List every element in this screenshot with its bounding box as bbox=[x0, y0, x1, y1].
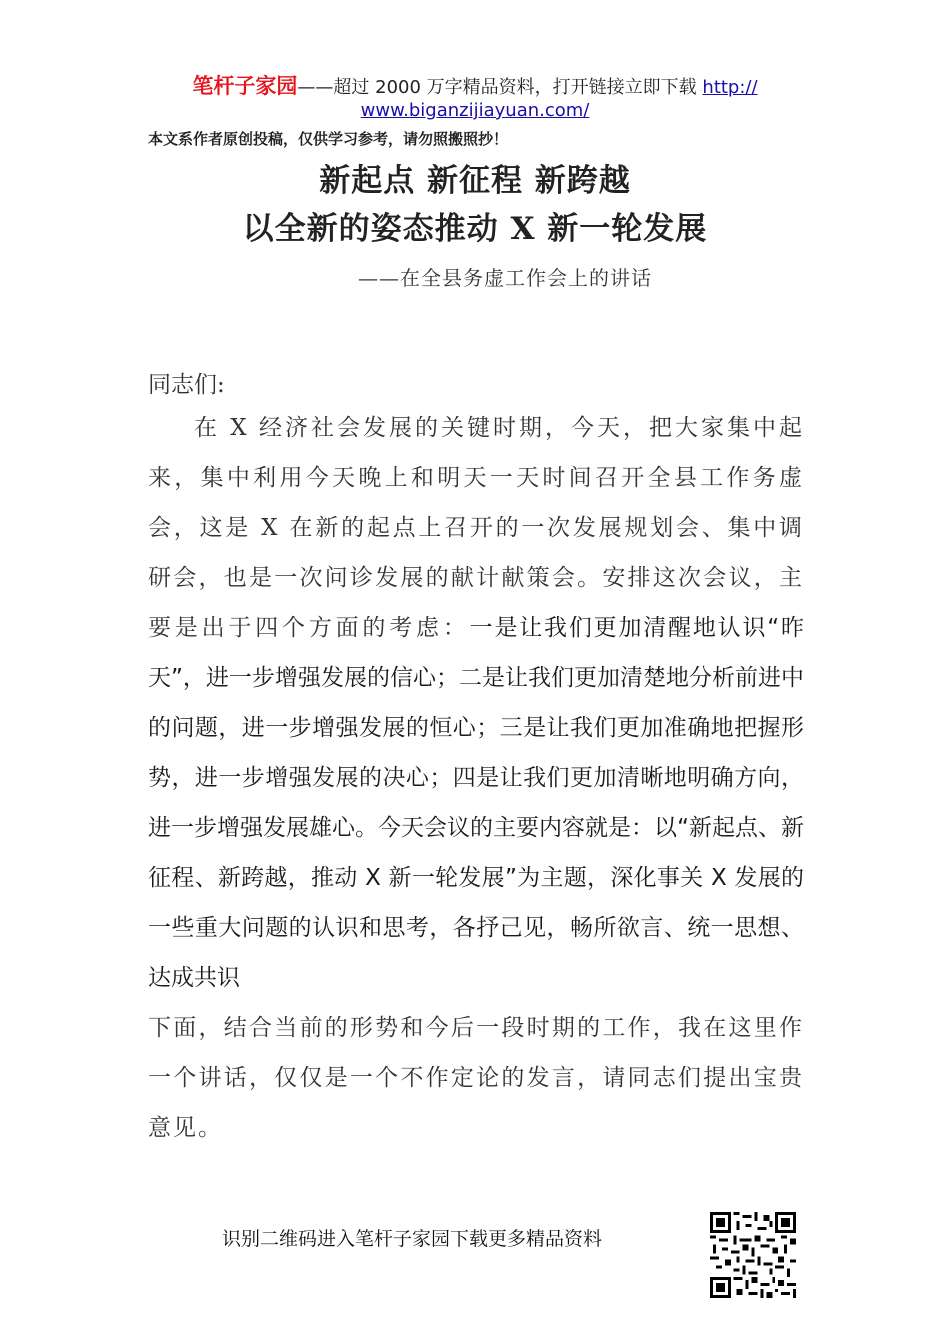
document-title-line1: 新起点 新征程 新跨越 bbox=[319, 163, 631, 199]
header-link-line bbox=[0, 99, 950, 123]
footer-qr-caption: 识别二维码进入笔杆子家园下载更多精品资料 bbox=[222, 1228, 603, 1250]
download-link-part1[interactable]: http:// bbox=[702, 77, 758, 98]
body-text-intro: 在 X 经济社会发展的关键时期，今天，把大家集中起来，集中利用今天晚上和明天一天时间召开全县工作务虚会，这是 X 在新的起点上召开的一次发展规划会、集中调研会，也是一次问诊发展的献计献策会。安排这次会议，主要是出于四个方面的考虑： bbox=[148, 415, 804, 641]
header-tagline: ——超过 2000 万字精品资料，打开链接立即下载 bbox=[297, 77, 703, 98]
body-text-main: 一是让我们更加清醒地认识“昨天”，进一步增强发展的信心；二是让我们更加清楚地分析前进中的问题，进一步增强发展的恒心；三是让我们更加准确地把握形势，进一步增强发展的决心；四是让我们更加清晰地明确方向，进一步增强发展雄心。今天会议的主要内容就是：以“新起点、新征程、新跨越，推动 X 新一轮发展”为主题，深化事关 X 发展的一些重大问题的认识和思考，各抒己见，畅所欲言、统一思想、达成共识 bbox=[148, 615, 804, 991]
document-title-line2: 以全新的姿态推动 X 新一轮发展 bbox=[242, 211, 708, 247]
header-banner bbox=[0, 74, 950, 100]
body-text-closing: 下面，结合当前的形势和今后一段时期的工作，我在这里作一个讲话，仅仅是一个不作定论的发言，请同志们提出宝贵意见。 bbox=[148, 1015, 804, 1141]
body-paragraph bbox=[148, 403, 804, 1003]
qr-code-icon[interactable] bbox=[710, 1212, 796, 1298]
brand-name: 笔杆子家园 bbox=[192, 74, 298, 98]
document-subtitle: ——在全县务虚工作会上的讲话 bbox=[358, 266, 652, 290]
body-paragraph-closing bbox=[148, 1003, 804, 1153]
salutation: 同志们: bbox=[148, 372, 225, 398]
speech-body bbox=[148, 403, 804, 1153]
download-link-part2[interactable]: www.biganzijiayuan.com/ bbox=[360, 100, 590, 121]
copyright-notice: 本文系作者原创投稿，仅供学习参考，请勿照搬照抄！ bbox=[148, 130, 509, 148]
